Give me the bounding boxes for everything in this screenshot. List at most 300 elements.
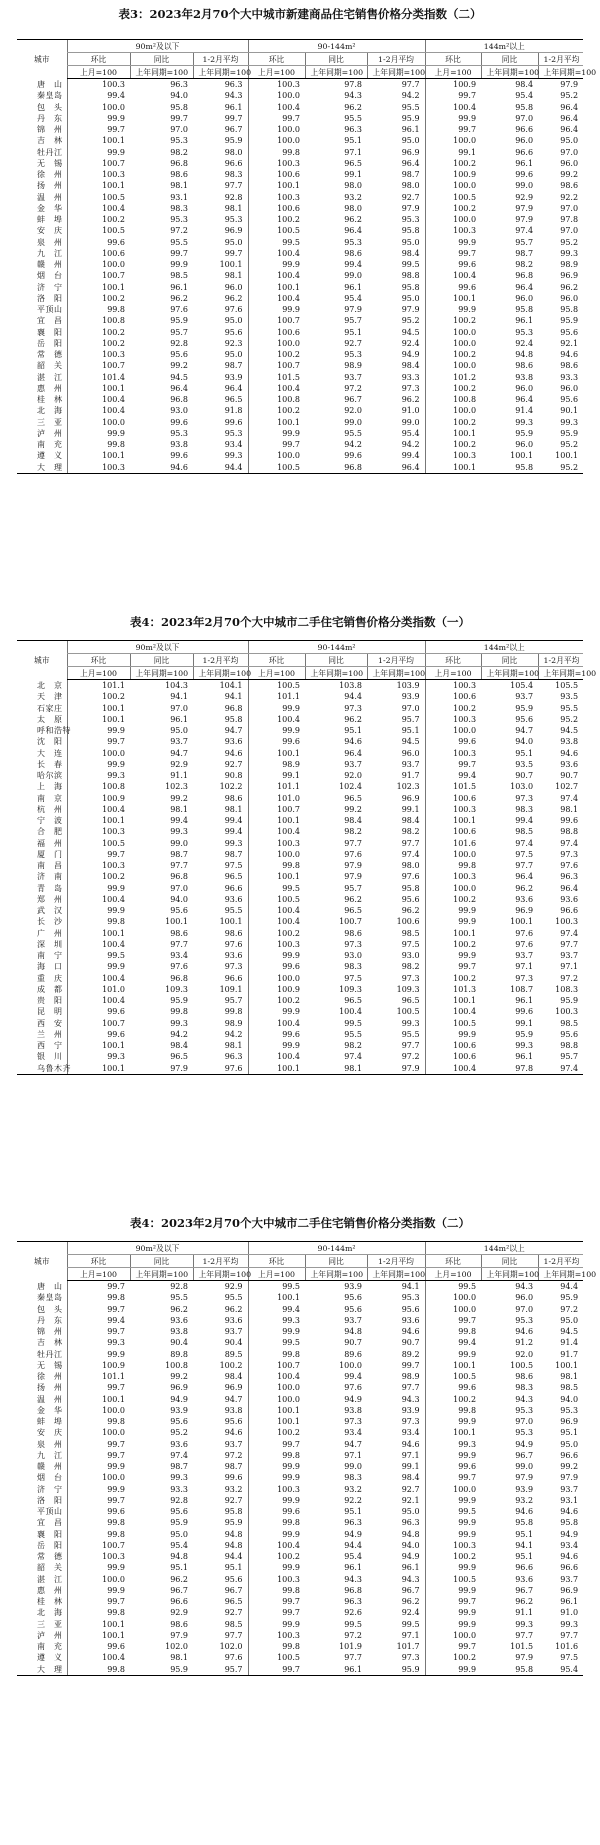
- table-header: [17, 40, 597, 79]
- index-value-cell: 97.6: [193, 1063, 248, 1075]
- city-name-cell: 大 理: [17, 462, 67, 474]
- index-value-cell: 97.7: [401, 1041, 420, 1051]
- index-value-cell: 94.6: [515, 1327, 534, 1337]
- index-value-cell: 99.7: [425, 961, 481, 972]
- city-name-cell: 徐 州: [37, 170, 63, 180]
- index-value-cell: 97.6: [224, 305, 243, 315]
- index-value-cell: 100.4: [248, 905, 305, 916]
- city-name-cell: 泸 州: [37, 1630, 63, 1640]
- index-value-cell: 96.8: [170, 973, 188, 983]
- index-value-cell: 93.8: [170, 1327, 188, 1337]
- city-name-cell: 安 庆: [37, 1428, 63, 1438]
- city-name-cell: 北 海: [37, 1608, 63, 1618]
- index-value-cell: 97.2: [224, 1450, 243, 1460]
- index-value-cell: 94.3: [515, 1282, 534, 1292]
- city-name-cell: 石家庄: [37, 703, 63, 713]
- index-value-cell: 100.1: [67, 135, 130, 146]
- index-value-cell: 99.8: [248, 147, 305, 158]
- city-name-cell: 哈尔滨: [37, 771, 63, 781]
- index-value-cell: 94.8: [224, 1529, 243, 1539]
- table-row: [17, 826, 583, 837]
- index-value-cell: 95.0: [224, 350, 243, 360]
- metric-column-header: 1-2月平均: [538, 654, 583, 667]
- index-value-cell: 100.6: [248, 327, 305, 338]
- index-value-cell: 99.7: [401, 1360, 420, 1370]
- index-value-cell: 99.8: [248, 1450, 305, 1461]
- index-value-cell: 92.8: [170, 1495, 188, 1505]
- index-value-cell: 95.0: [560, 1315, 579, 1325]
- index-value-cell: 99.6: [248, 736, 305, 747]
- index-value-cell: 99.8: [248, 1517, 305, 1528]
- index-value-cell: 98.7: [170, 1462, 188, 1472]
- city-name-cell: 赣 州: [37, 1462, 63, 1472]
- index-value-cell: 100.7: [248, 315, 305, 326]
- index-value-cell: 100.0: [67, 748, 130, 759]
- index-value-cell: 93.6: [224, 951, 243, 961]
- metric-column-header: 1-2月平均: [367, 53, 425, 66]
- index-value-cell: 95.7: [344, 316, 362, 326]
- index-value-cell: 100.0: [425, 360, 481, 371]
- index-value-cell: 93.2: [224, 1484, 243, 1494]
- index-value-cell: 100.6: [248, 169, 305, 180]
- index-value-cell: 93.7: [344, 372, 362, 382]
- index-value-cell: 100.0: [248, 124, 305, 135]
- index-value-cell: 95.5: [344, 1029, 362, 1039]
- index-value-cell: 99.4: [401, 451, 420, 461]
- index-value-cell: 98.4: [401, 1473, 420, 1483]
- table-row: [17, 849, 583, 860]
- header-row-groups: [17, 1242, 583, 1255]
- index-value-cell: 95.6: [401, 894, 420, 904]
- table-row: [17, 1360, 583, 1371]
- index-value-cell: 99.6: [67, 237, 130, 248]
- index-value-cell: 100.1: [555, 1360, 579, 1370]
- index-value-cell: 99.9: [248, 1619, 305, 1630]
- index-value-cell: 95.8: [401, 282, 420, 292]
- index-value-cell: 102.3: [165, 782, 188, 792]
- index-value-cell: 95.0: [224, 316, 243, 326]
- index-value-cell: 99.9: [67, 905, 130, 916]
- index-value-cell: 93.4: [560, 1540, 579, 1550]
- index-value-cell: 98.5: [224, 1619, 243, 1629]
- table-row: [17, 1018, 583, 1029]
- index-value-cell: 98.3: [170, 203, 188, 213]
- table-row: [17, 293, 583, 304]
- index-value-cell: 92.4: [515, 338, 534, 348]
- index-value-cell: 100.7: [67, 360, 130, 371]
- city-name-cell: 长 春: [37, 759, 63, 769]
- index-value-cell: 100.1: [67, 928, 130, 939]
- index-value-cell: 100.0: [248, 849, 305, 860]
- index-value-cell: 99.3: [560, 417, 579, 427]
- index-value-cell: 95.8: [170, 102, 188, 112]
- index-value-cell: 100.7: [67, 158, 130, 169]
- index-value-cell: 99.9: [248, 1461, 305, 1472]
- index-value-cell: 100.3: [248, 79, 305, 91]
- index-value-cell: 97.0: [515, 113, 534, 123]
- index-value-cell: 100.1: [248, 417, 305, 428]
- index-value-cell: 98.6: [515, 1372, 534, 1382]
- index-value-cell: 100.2: [425, 1394, 481, 1405]
- index-value-cell: 94.6: [560, 1552, 579, 1562]
- index-value-cell: 99.3: [515, 417, 534, 427]
- metric-column-header: 同比: [481, 53, 538, 66]
- index-value-cell: 100.3: [425, 680, 481, 692]
- index-value-cell: 99.2: [170, 1372, 188, 1382]
- city-name-cell: 九 江: [37, 248, 63, 258]
- table-row: [17, 725, 583, 736]
- index-value-cell: 96.7: [401, 1585, 420, 1595]
- index-value-cell: 93.6: [560, 894, 579, 904]
- index-value-cell: 99.3: [224, 838, 243, 848]
- index-value-cell: 94.5: [401, 737, 420, 747]
- index-value-cell: 96.1: [515, 316, 534, 326]
- index-value-cell: 94.7: [224, 1394, 243, 1404]
- table-body: [17, 1281, 583, 1676]
- index-value-cell: 98.6: [170, 928, 188, 938]
- table-row: [17, 894, 583, 905]
- index-value-cell: 93.0: [401, 951, 420, 961]
- base-period-header: 上月=100: [425, 1268, 481, 1281]
- index-value-cell: 100.5: [248, 680, 305, 692]
- index-value-cell: 95.3: [515, 327, 534, 337]
- index-value-cell: 99.8: [425, 1326, 481, 1337]
- index-value-cell: 96.8: [515, 271, 534, 281]
- index-value-cell: 100.7: [67, 270, 130, 281]
- index-value-cell: 105.4: [510, 681, 534, 691]
- base-period-header: 上月=100: [248, 1268, 305, 1281]
- price-index-table: [17, 39, 597, 474]
- index-value-cell: 92.9: [170, 759, 188, 769]
- index-value-cell: 98.1: [224, 1041, 243, 1051]
- index-value-cell: 93.4: [344, 1428, 362, 1438]
- index-value-cell: 100.5: [425, 192, 481, 203]
- index-value-cell: 99.9: [248, 1529, 305, 1540]
- table-row: [17, 1006, 583, 1017]
- index-value-cell: 99.9: [425, 1450, 481, 1461]
- index-value-cell: 100.3: [67, 860, 130, 871]
- city-name-cell: 金 华: [37, 203, 63, 213]
- index-value-cell: 97.7: [560, 939, 579, 949]
- index-value-cell: 99.0: [344, 1462, 362, 1472]
- table-row: [17, 748, 583, 759]
- index-value-cell: 93.4: [170, 951, 188, 961]
- index-value-cell: 99.9: [67, 883, 130, 894]
- table-row: [17, 1495, 583, 1506]
- table-row: [17, 1450, 583, 1461]
- city-name-cell: 吉 林: [37, 136, 63, 146]
- index-value-cell: 96.6: [515, 125, 534, 135]
- table-row: [17, 939, 583, 950]
- index-value-cell: 96.1: [560, 1597, 579, 1607]
- table-row: [17, 883, 583, 894]
- index-value-cell: 97.7: [344, 1653, 362, 1663]
- index-value-cell: 96.4: [560, 113, 579, 123]
- index-value-cell: 100.3: [67, 826, 130, 837]
- city-name-cell: 蚌 埠: [37, 1417, 63, 1427]
- index-value-cell: 99.3: [425, 1439, 481, 1450]
- index-value-cell: 97.9: [130, 1063, 193, 1075]
- index-value-cell: 104.1: [219, 681, 243, 691]
- index-value-cell: 100.1: [219, 917, 243, 927]
- index-value-cell: 99.9: [425, 1562, 481, 1573]
- index-value-cell: 100.1: [425, 428, 481, 439]
- table-row: [17, 1304, 583, 1315]
- index-value-cell: 99.6: [344, 451, 362, 461]
- table-body: [17, 79, 583, 474]
- index-value-cell: 95.4: [344, 1552, 362, 1562]
- index-value-cell: 98.4: [401, 816, 420, 826]
- base-period-header: 上年同期=100: [130, 667, 193, 680]
- index-value-cell: 99.6: [515, 1007, 534, 1017]
- index-value-cell: 101.5: [510, 1642, 534, 1652]
- index-value-cell: 100.0: [248, 90, 305, 101]
- index-value-cell: 98.4: [344, 816, 362, 826]
- index-value-cell: 97.6: [560, 861, 579, 871]
- base-period-header: 上年同期=100: [481, 1268, 538, 1281]
- index-value-cell: 95.6: [224, 327, 243, 337]
- table-row: [17, 1063, 583, 1075]
- index-value-cell: 97.5: [401, 939, 420, 949]
- index-value-cell: 97.0: [560, 147, 579, 157]
- base-period-header: 上年同期=100: [130, 1268, 193, 1281]
- table-header: [17, 641, 597, 680]
- table-title: 表4：2023年2月70个大中城市二手住宅销售价格分类指数（一）: [129, 615, 470, 629]
- metric-column-header: 同比: [481, 1255, 538, 1268]
- index-value-cell: 89.6: [344, 1349, 362, 1359]
- index-value-cell: 94.9: [344, 1529, 362, 1539]
- index-value-cell: 98.1: [170, 181, 188, 191]
- index-value-cell: 100.6: [425, 691, 481, 702]
- index-value-cell: 99.6: [248, 961, 305, 972]
- table-row: [17, 327, 583, 338]
- index-value-cell: 93.6: [170, 1439, 188, 1449]
- index-value-cell: 95.6: [170, 906, 188, 916]
- index-value-cell: 100.0: [67, 102, 130, 113]
- index-value-cell: 99.8: [67, 1664, 130, 1676]
- index-value-cell: 96.9: [401, 793, 420, 803]
- index-value-cell: 100.3: [248, 1630, 305, 1641]
- index-value-cell: 95.7: [515, 237, 534, 247]
- index-value-cell: 100.1: [425, 928, 481, 939]
- index-value-cell: 92.2: [344, 1495, 362, 1505]
- index-value-cell: 95.7: [344, 883, 362, 893]
- index-value-cell: 94.2: [401, 91, 420, 101]
- index-value-cell: 100.4: [248, 270, 305, 281]
- city-name-cell: 大 连: [37, 748, 63, 758]
- index-value-cell: 99.7: [67, 849, 130, 860]
- city-name-cell: 南 宁: [37, 951, 63, 961]
- index-value-cell: 108.3: [555, 984, 579, 994]
- index-value-cell: 93.7: [560, 951, 579, 961]
- index-value-cell: 95.5: [344, 428, 362, 438]
- index-value-cell: 97.5: [560, 1653, 579, 1663]
- index-value-cell: 94.6: [401, 1439, 420, 1449]
- city-name-cell: 平顶山: [37, 1507, 63, 1517]
- index-value-cell: 100.5: [248, 462, 305, 474]
- table-row: [17, 714, 583, 725]
- index-value-cell: 99.9: [67, 147, 130, 158]
- index-value-cell: 92.9: [515, 192, 534, 202]
- index-value-cell: 96.5: [344, 793, 362, 803]
- index-value-cell: 98.9: [224, 1018, 243, 1028]
- index-value-cell: 100.3: [248, 939, 305, 950]
- index-value-cell: 102.7: [555, 782, 579, 792]
- base-period-header: 上年同期=100: [305, 66, 367, 79]
- index-value-cell: 94.6: [130, 462, 193, 474]
- index-value-cell: 100.2: [219, 1360, 243, 1370]
- index-value-cell: 94.9: [401, 350, 420, 360]
- city-name-cell: 常 德: [37, 350, 63, 360]
- index-value-cell: 95.5: [224, 906, 243, 916]
- city-name-cell: 赣 州: [37, 260, 63, 270]
- table-row: [17, 372, 583, 383]
- table-row: [17, 1051, 583, 1062]
- city-name-cell: 乌鲁木齐: [17, 1063, 67, 1075]
- header-row-subcols: [17, 53, 583, 66]
- index-value-cell: 96.1: [344, 1563, 362, 1573]
- index-value-cell: 97.4: [515, 838, 534, 848]
- index-value-cell: 101.1: [248, 691, 305, 702]
- index-value-cell: 98.6: [170, 170, 188, 180]
- index-value-cell: 99.6: [425, 282, 481, 293]
- index-value-cell: 97.1: [515, 962, 534, 972]
- size-group-header: 90-144m²: [248, 641, 425, 654]
- index-value-cell: 97.2: [344, 1630, 362, 1640]
- index-value-cell: 98.1: [170, 804, 188, 814]
- index-value-cell: 93.7: [515, 951, 534, 961]
- base-period-header: 上年同期=100: [367, 667, 425, 680]
- index-value-cell: 100.1: [248, 871, 305, 882]
- table-row: [17, 158, 583, 169]
- city-name-cell: 西 宁: [37, 1041, 63, 1051]
- index-value-cell: 100.2: [425, 703, 481, 714]
- index-value-cell: 94.0: [170, 894, 188, 904]
- city-name-cell: 青 岛: [37, 883, 63, 893]
- index-value-cell: 100.6: [425, 826, 481, 837]
- index-value-cell: 102.3: [396, 782, 420, 792]
- index-value-cell: 99.9: [425, 1517, 481, 1528]
- index-value-cell: 99.6: [425, 1382, 481, 1393]
- metric-column-header: 环比: [425, 1255, 481, 1268]
- index-value-cell: 94.7: [344, 1439, 362, 1449]
- size-group-header: 144m²以上: [425, 641, 583, 654]
- city-name-cell: 天 津: [37, 692, 63, 702]
- index-value-cell: 95.4: [515, 91, 534, 101]
- index-value-cell: 96.2: [344, 894, 362, 904]
- index-value-cell: 99.5: [248, 237, 305, 248]
- index-value-cell: 93.9: [170, 1405, 188, 1415]
- size-group-header: 90-144m²: [248, 40, 425, 53]
- index-value-cell: 93.6: [224, 1315, 243, 1325]
- index-value-cell: 97.7: [401, 1383, 420, 1393]
- index-value-cell: 95.3: [344, 237, 362, 247]
- index-value-cell: 100.0: [67, 259, 130, 270]
- table-row: [17, 338, 583, 349]
- index-value-cell: 92.7: [401, 192, 420, 202]
- base-period-header: 上月=100: [425, 667, 481, 680]
- index-value-cell: 97.4: [170, 1450, 188, 1460]
- index-value-cell: 98.1: [224, 203, 243, 213]
- index-value-cell: 100.0: [425, 135, 481, 146]
- metric-column-header: 环比: [67, 654, 130, 667]
- index-value-cell: 96.7: [224, 1585, 243, 1595]
- table-row: [17, 916, 583, 927]
- table-title: 表4：2023年2月70个大中城市二手住宅销售价格分类指数（二）: [129, 1216, 470, 1230]
- index-value-cell: 98.1: [224, 804, 243, 814]
- table-row: [17, 1315, 583, 1326]
- index-value-cell: 96.9: [401, 147, 420, 157]
- index-value-cell: 100.1: [510, 451, 534, 461]
- index-value-cell: 96.0: [515, 383, 534, 393]
- city-name-cell: 兰 州: [37, 1029, 63, 1039]
- index-value-cell: 95.8: [224, 1507, 243, 1517]
- index-value-cell: 100.0: [248, 338, 305, 349]
- index-value-cell: 100.1: [67, 180, 130, 191]
- base-period-header: 上年同期=100: [193, 667, 248, 680]
- index-value-cell: 100.2: [425, 349, 481, 360]
- index-value-cell: 100.1: [425, 815, 481, 826]
- index-value-cell: 94.8: [515, 350, 534, 360]
- index-value-cell: 99.9: [425, 1029, 481, 1040]
- index-value-cell: 100.5: [67, 838, 130, 849]
- index-value-cell: 95.8: [224, 714, 243, 724]
- index-value-cell: 95.1: [401, 726, 420, 736]
- index-value-cell: 97.7: [344, 838, 362, 848]
- index-value-cell: 100.8: [248, 394, 305, 405]
- index-value-cell: 96.9: [560, 1417, 579, 1427]
- index-value-cell: 97.9: [515, 1653, 534, 1663]
- index-value-cell: 100.2: [248, 349, 305, 360]
- table-row: [17, 928, 583, 939]
- index-value-cell: 99.7: [425, 1315, 481, 1326]
- index-value-cell: 97.9: [344, 861, 362, 871]
- index-value-cell: 103.9: [396, 681, 420, 691]
- index-value-cell: 97.1: [560, 962, 579, 972]
- table-row: [17, 1040, 583, 1051]
- table-row: [17, 124, 583, 135]
- index-value-cell: 99.8: [248, 860, 305, 871]
- city-name-cell: 无 锡: [37, 158, 63, 168]
- table-row: [17, 1405, 583, 1416]
- index-value-cell: 96.6: [224, 883, 243, 893]
- index-value-cell: 96.0: [560, 158, 579, 168]
- index-value-cell: 99.9: [425, 950, 481, 961]
- metric-column-header: 1-2月平均: [193, 1255, 248, 1268]
- index-value-cell: 101.1: [248, 781, 305, 792]
- index-value-cell: 100.0: [248, 450, 305, 461]
- index-value-cell: 96.8: [224, 703, 243, 713]
- index-value-cell: 93.6: [224, 737, 243, 747]
- index-value-cell: 96.4: [560, 125, 579, 135]
- index-value-cell: 97.2: [560, 973, 579, 983]
- index-value-cell: 99.7: [67, 1495, 130, 1506]
- index-value-cell: 99.8: [67, 439, 130, 450]
- index-value-cell: 96.4: [367, 462, 425, 474]
- index-value-cell: 93.1: [560, 1495, 579, 1505]
- index-value-cell: 97.4: [515, 226, 534, 236]
- index-value-cell: 95.1: [515, 1552, 534, 1562]
- index-value-cell: 95.8: [401, 226, 420, 236]
- index-value-cell: 98.8: [401, 271, 420, 281]
- index-value-cell: 98.9: [560, 260, 579, 270]
- city-column-header: 城市: [17, 40, 67, 79]
- index-value-cell: 96.2: [344, 102, 362, 112]
- index-value-cell: 98.7: [515, 248, 534, 258]
- city-name-cell: 长 沙: [37, 917, 63, 927]
- index-value-cell: 100.8: [425, 394, 481, 405]
- index-value-cell: 95.9: [224, 1518, 243, 1528]
